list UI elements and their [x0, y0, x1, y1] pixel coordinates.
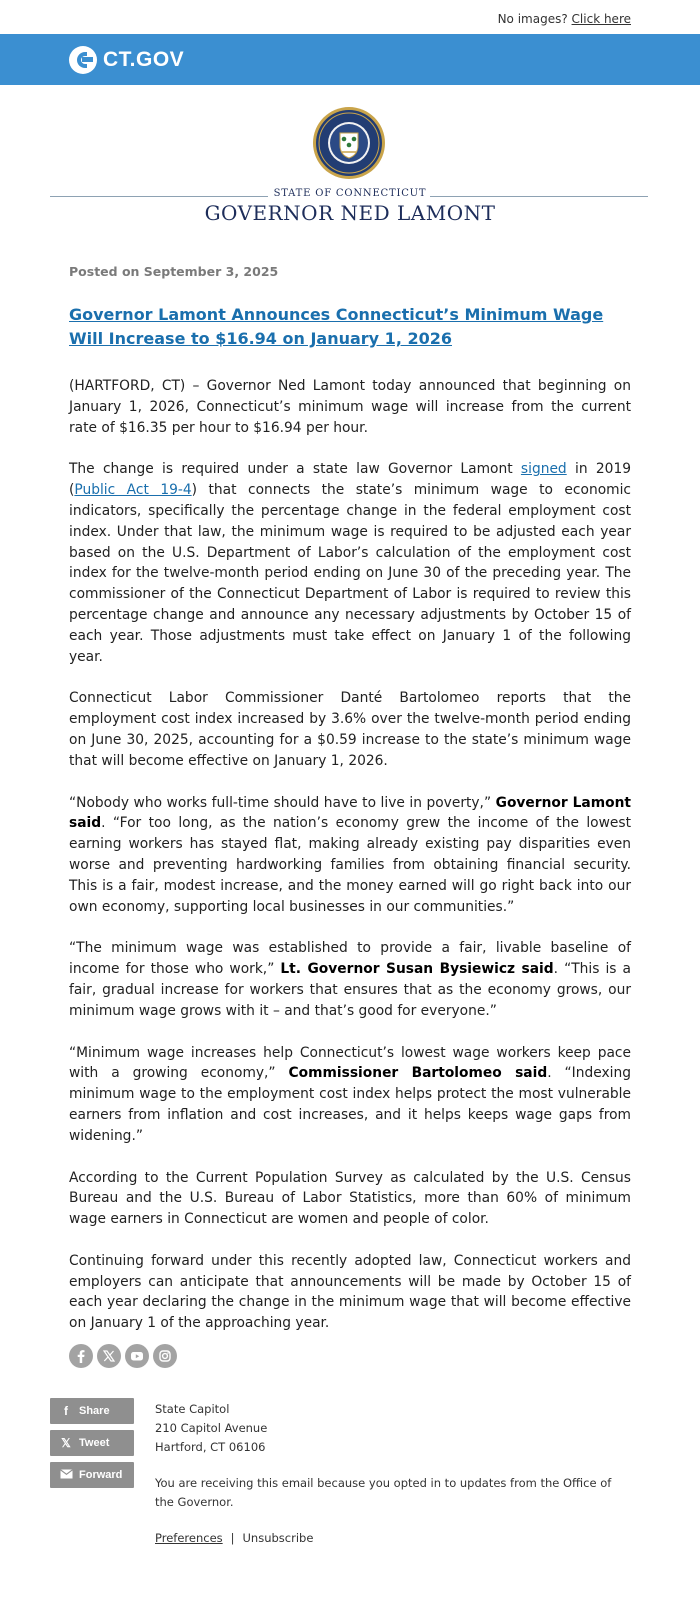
ctgov-logo-icon [69, 46, 97, 74]
address-line-1: State Capitol [155, 1402, 230, 1416]
paragraph-3: Connecticut Labor Commissioner Danté Bartolomeo reports that the employment cost index increased by 3.6% over the twelve-month period ending on June 30, 2025, accounting for a $0.59 increase to the state’s minimum wage that will become effective on January 1, 2026. [69, 690, 631, 769]
paragraph-5: “The minimum wage was established to provide a fair, livable baseline of income for those who work,” Lt. Governor Susan Bysiewicz said. “This is a fair, gradual increase for workers that ensures that as the economy grows, our minimum wage grows with it – and that’s good for everyone.” [69, 940, 631, 1019]
top-bar [0, 0, 700, 34]
mailing-address [155, 1400, 625, 1457]
paragraph-4: “Nobody who works full-time should have to live in poverty,” Governor Lamont said. “For too long, as the nation’s economy grew the income of the lowest earning workers has stayed flat, making already existing pay disparities even worse and preventing hardworking families from obtaining financial security. This is a fair, modest increase, and the money earned will go right back into our own economy, supporting local businesses in our communities.” [69, 794, 631, 915]
facebook-icon[interactable] [69, 1344, 93, 1368]
x-icon[interactable] [97, 1344, 121, 1368]
no-images-text: No images? [497, 12, 568, 26]
preferences-link[interactable]: Preferences [155, 1531, 223, 1545]
subscription-notice: You are receiving this email because you opted in to updates from the Office of the Governor. [155, 1476, 612, 1509]
paragraph-7: According to the Current Population Survey as calculated by the U.S. Census Bureau and the U.S. Bureau of Labor Statistics, more than 60% of minimum wage earners in Connecticut are women and people of color. [69, 1169, 631, 1228]
headline-link[interactable]: Governor Lamont Announces Connecticut’s Minimum Wage Will Increase to $16.94 on January 1, 2026 [69, 305, 604, 348]
speaker-lt-governor: Lt. Governor Susan Bysiewicz said [280, 961, 554, 978]
speaker-commissioner: Commissioner Bartolomeo said [288, 1065, 548, 1082]
link-separator: | [230, 1531, 235, 1545]
signed-link[interactable]: signed [520, 461, 567, 478]
facebook-f-icon: f [64, 1404, 68, 1418]
share-button[interactable] [50, 1398, 134, 1424]
article-headline [69, 303, 631, 351]
no-images-notice [498, 12, 631, 26]
forward-button[interactable] [50, 1462, 134, 1488]
governor-name: GOVERNOR NED LAMONT [204, 201, 496, 225]
address-line-3: Hartford, CT 06106 [155, 1440, 266, 1454]
click-here-link[interactable]: Click here [571, 12, 631, 26]
envelope-icon [59, 1468, 73, 1482]
speaker-governor: Governor Lamont said [69, 794, 631, 832]
tweet-label: Tweet [79, 1437, 110, 1449]
forward-label: Forward [79, 1469, 123, 1481]
share-label: Share [79, 1405, 110, 1417]
governor-header [0, 85, 700, 230]
social-links [69, 1344, 177, 1368]
unsubscribe-link[interactable]: Unsubscribe [242, 1531, 314, 1545]
paragraph-1: (HARTFORD, CT) – Governor Ned Lamont today announced that beginning on January 1, 2026, Connecticut’s minimum wage will increase from the current rate of $16.35 per hour to $16.94 per hour. [69, 378, 631, 436]
share-buttons [50, 1398, 134, 1494]
posted-date: Posted on September 3, 2025 [69, 264, 279, 279]
ctgov-logo-text: CT.GOV [103, 48, 185, 71]
email-footer [155, 1400, 625, 1548]
ctgov-logo[interactable] [69, 46, 184, 74]
state-seal-icon [312, 106, 386, 180]
ctgov-banner [0, 34, 700, 85]
tweet-button[interactable] [50, 1430, 134, 1456]
x-small-icon: 𝕏 [61, 1436, 71, 1450]
youtube-icon[interactable] [125, 1344, 149, 1368]
article [69, 264, 631, 1355]
footer-links [155, 1529, 625, 1548]
address-line-2: 210 Capitol Avenue [155, 1421, 268, 1435]
state-of-connecticut: STATE OF CONNECTICUT [273, 188, 427, 199]
paragraph-2: The change is required under a state law Governor Lamont signed in 2019 (Public Act 19-4) that connects the state’s minimum wage to economic indicators, specifically the percentage change in the federal employment cost index. Under that law, the minimum wage is required to be adjusted each year based on the U.S. Department of Labor’s calculation of the employment cost index for the twelve-month period ending on June 30 of the preceding year. The commissioner of the Connecticut Department of Labor is required to review this percentage change and announce any necessary adjustments by October 15 of each year. Those adjustments must take effect on January 1 of the following year. [69, 461, 631, 665]
paragraph-6: “Minimum wage increases help Connecticut’s lowest wage workers keep pace with a growing economy,” Commissioner Bartolomeo said. “Indexing minimum wage to the employment cost index helps protect the most vulnerable earners from inflation and cost increases, and it helps keeps wage gaps from widening.” [69, 1044, 631, 1144]
instagram-icon[interactable] [153, 1344, 177, 1368]
paragraph-8: Continuing forward under this recently adopted law, Connecticut workers and employers can anticipate that announcements will be made by October 15 of each year declaring the change in the minimum wage that will become effective on January 1 of the approaching year. [69, 1252, 631, 1332]
public-act-link[interactable]: Public Act 19-4 [74, 482, 192, 499]
